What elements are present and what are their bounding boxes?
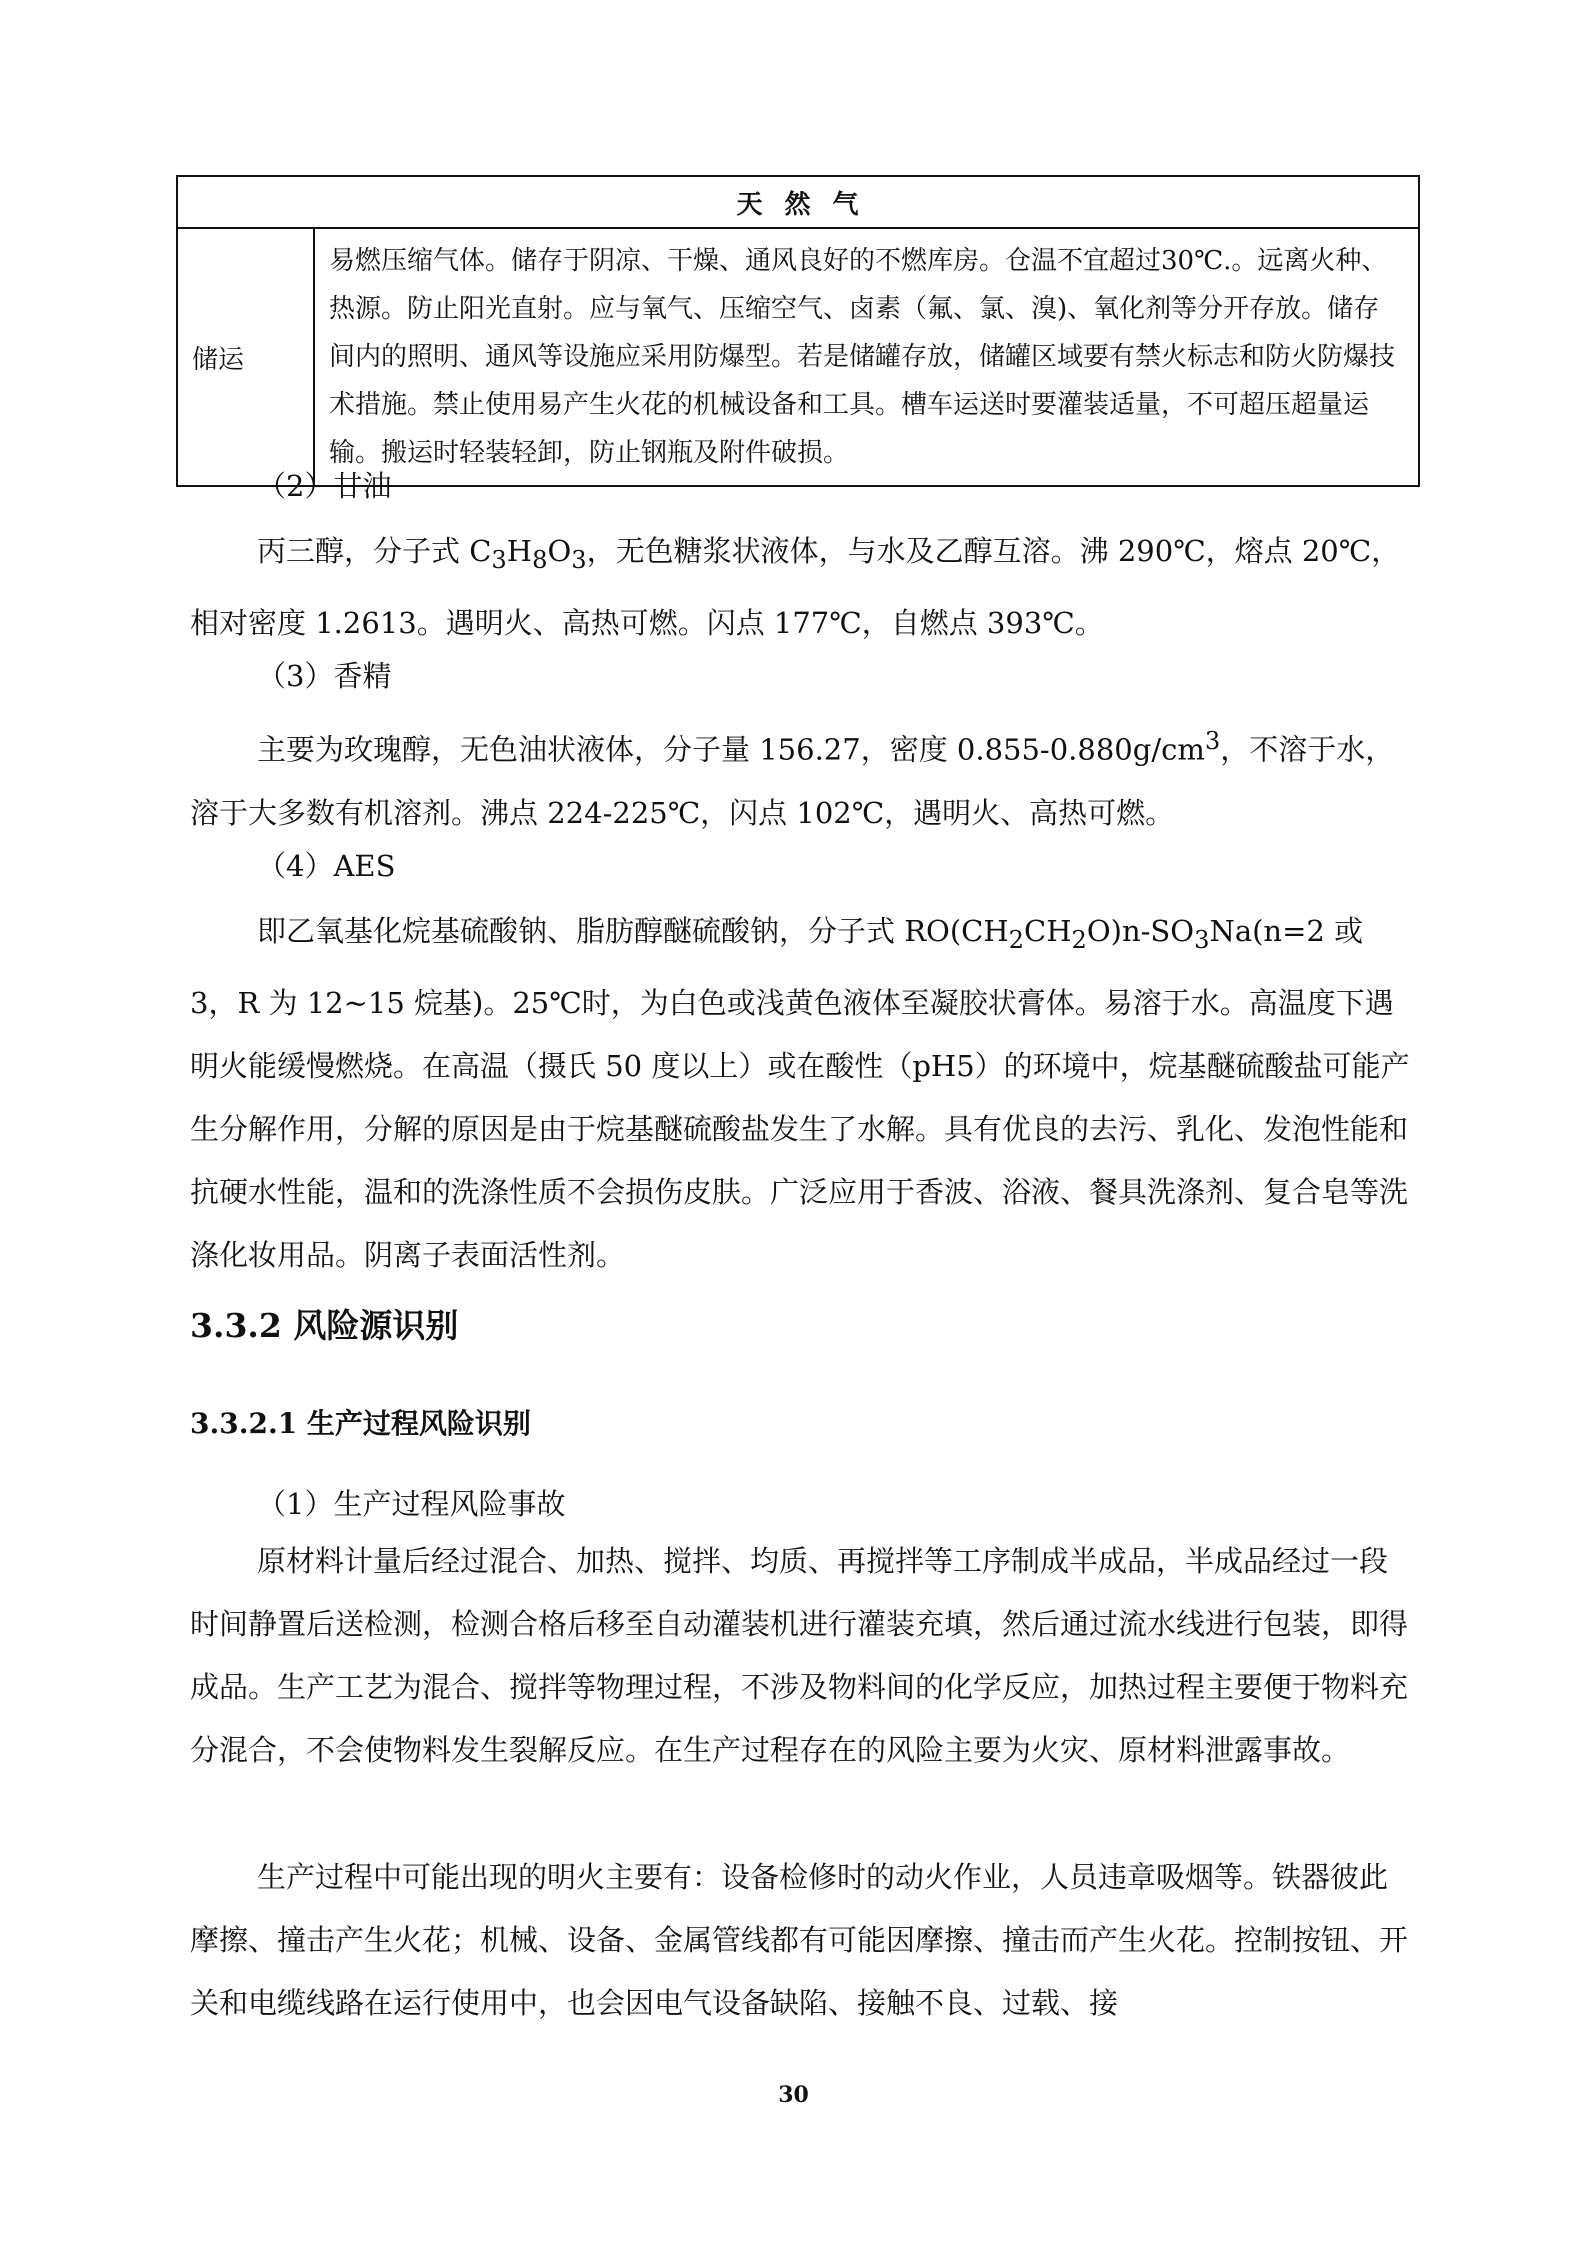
- row-label-storage: 储运: [177, 228, 314, 486]
- essence-heading: （3）香精: [257, 659, 392, 693]
- glycerol-heading: （2）甘油: [257, 469, 392, 503]
- natural-gas-table: [176, 175, 1420, 487]
- table-header: 天然气: [177, 176, 1419, 228]
- open-fire-paragraph: 生产过程中可能出现的明火主要有：设备检修时的动火作业，人员违章吸烟等。铁器彼此摩擦、撞击产生火花；机械、设备、金属管线都有可能因摩擦、撞击而产生火花。控制按钮、开关和电缆线路在运行使用中，也会因电气设备缺陷、接触不良、过载、接: [190, 1860, 1409, 2020]
- aes-heading: （4）AES: [257, 849, 396, 883]
- page-number: 30: [778, 2082, 809, 2108]
- row-text-storage: 易燃压缩气体。储存于阴凉、干燥、通风良好的不燃库房。仓温不宜超过30℃.。远离火种、热源。防止阳光直射。应与氧气、压缩空气、卤素（氟、氯、溴)、氧化剂等分开存放。储存间内的照明、通风等设施应采用防爆型。若是储罐存放，储罐区域要有禁火标志和防火防爆技术措施。禁止使用易产生火花的机械设备和工具。槽车运送时要灌装适量，不可超压超量运输。搬运时轻装轻卸，防止钢瓶及附件破损。: [314, 228, 1419, 486]
- section-heading: 3.3.2 风险源识别: [190, 1306, 459, 1345]
- glycerol-paragraph: 丙三醇，分子式 $C_3H_8O_3$，无色糖浆状液体，与水及乙醇互溶。沸 290℃，熔点 20℃，相对密度 1.2613。遇明火、高热可燃。闪点 177℃，自燃点 393℃。: [190, 534, 1401, 640]
- aes-paragraph: 即乙氧基化烷基硫酸钠、脂肪醇醚硫酸钠，分子式 $RO(CH_2CH_2O)n-SO_3Na(n=2$ 或 3，R 为 12~15 烷基)。25℃时，为白色或浅黄色液体至凝胶状膏体。易溶于水。高温度下遇明火能缓慢燃烧。在高温（摄氏 50 度以上）或在酸性（pH5）的环境中，烷基醚硫酸盐可能产生分解作用，分解的原因是由于烷基醚硫酸盐发生了水解。具有优良的去污、乳化、发泡性能和抗硬水性能，温和的洗涤性质不会损伤皮肤。广泛应用于香波、浴液、餐具洗涤剂、复合皂等洗涤化妆用品。阴离子表面活性剂。: [190, 914, 1410, 1272]
- essence-paragraph: 主要为玫瑰醇，无色油状液体，分子量 156.27，密度 $0.855-0.880g/cm^3$，不溶于水，溶于大多数有机溶剂。沸点 224-225℃，闪点 102℃，遇明火、高热可燃。: [190, 727, 1395, 830]
- risk-accident-heading: （1）生产过程风险事故: [257, 1487, 566, 1521]
- subsection-heading: 3.3.2.1 生产过程风险识别: [190, 1407, 531, 1440]
- process-paragraph: 原材料计量后经过混合、加热、搅拌、均质、再搅拌等工序制成半成品，半成品经过一段时间静置后送检测，检测合格后移至自动灌装机进行灌装充填，然后通过流水线进行包装，即得成品。生产工艺为混合、搅拌等物理过程，不涉及物料间的化学反应，加热过程主要便于物料充分混合，不会使物料发生裂解反应。在生产过程存在的风险主要为火灾、原材料泄露事故。: [190, 1544, 1409, 1767]
